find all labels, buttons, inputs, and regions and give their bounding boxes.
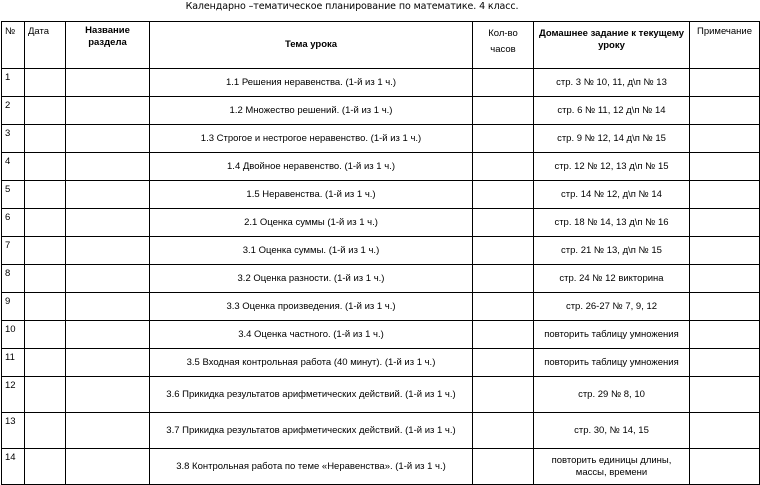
row-num: 6: [2, 209, 25, 237]
header-hours: Кол-во часов: [473, 22, 534, 69]
table-row: [2, 237, 760, 265]
row-homework: стр. 9 № 12, 14 д\п № 15: [534, 125, 690, 153]
table-row: [2, 349, 760, 377]
row-hours: [473, 349, 534, 377]
row-num: 1: [2, 69, 25, 97]
row-note: [690, 153, 760, 181]
row-topic: 3.4 Оценка частного. (1-й из 1 ч.): [150, 321, 473, 349]
row-note: [690, 125, 760, 153]
row-section: [66, 69, 150, 97]
header-section: Название раздела: [66, 22, 150, 69]
row-section: [66, 321, 150, 349]
row-topic: 1.4 Двойное неравенство. (1-й из 1 ч.): [150, 153, 473, 181]
table-row: [2, 69, 760, 97]
table-row: [2, 97, 760, 125]
row-homework: стр. 30, № 14, 15: [534, 413, 690, 449]
row-section: [66, 377, 150, 413]
table-row: [2, 293, 760, 321]
header-num: №: [2, 22, 25, 69]
row-hours: [473, 321, 534, 349]
row-num: 7: [2, 237, 25, 265]
row-date: [25, 413, 66, 449]
row-homework: стр. 6 № 11, 12 д\п № 14: [534, 97, 690, 125]
row-note: [690, 265, 760, 293]
header-date: Дата: [25, 22, 66, 69]
row-section: [66, 153, 150, 181]
row-topic: 3.2 Оценка разности. (1-й из 1 ч.): [150, 265, 473, 293]
row-note: [690, 449, 760, 485]
row-num: 8: [2, 265, 25, 293]
row-num: 11: [2, 349, 25, 377]
row-note: [690, 97, 760, 125]
row-num: 14: [2, 449, 25, 485]
row-homework: стр. 24 № 12 викторина: [534, 265, 690, 293]
row-date: [25, 377, 66, 413]
row-topic: 3.5 Входная контрольная работа (40 минут). (1-й из 1 ч.): [150, 349, 473, 377]
row-topic: 1.2 Множество решений. (1-й из 1 ч.): [150, 97, 473, 125]
row-hours: [473, 209, 534, 237]
row-section: [66, 449, 150, 485]
row-num: 2: [2, 97, 25, 125]
row-hours: [473, 181, 534, 209]
row-section: [66, 413, 150, 449]
row-note: [690, 69, 760, 97]
row-section: [66, 97, 150, 125]
row-num: 3: [2, 125, 25, 153]
table-row: [2, 125, 760, 153]
row-homework: стр. 21 № 13, д\п № 15: [534, 237, 690, 265]
row-topic: 1.3 Строгое и нестрогое неравенство. (1-й из 1 ч.): [150, 125, 473, 153]
row-date: [25, 125, 66, 153]
row-topic: 3.8 Контрольная работа по теме «Неравенства». (1-й из 1 ч.): [150, 449, 473, 485]
row-num: 5: [2, 181, 25, 209]
row-hours: [473, 97, 534, 125]
row-date: [25, 265, 66, 293]
row-num: 4: [2, 153, 25, 181]
row-section: [66, 181, 150, 209]
row-section: [66, 265, 150, 293]
row-section: [66, 237, 150, 265]
lesson-plan-table: [1, 21, 760, 485]
row-topic: 3.1 Оценка суммы. (1-й из 1 ч.): [150, 237, 473, 265]
row-homework: стр. 29 № 8, 10: [534, 377, 690, 413]
row-date: [25, 321, 66, 349]
row-hours: [473, 153, 534, 181]
row-homework: повторить единицы длины, массы, времени: [534, 449, 690, 485]
row-date: [25, 449, 66, 485]
row-homework: стр. 12 № 12, 13 д\п № 15: [534, 153, 690, 181]
row-date: [25, 97, 66, 125]
row-date: [25, 209, 66, 237]
row-homework: стр. 14 № 12, д\п № 14: [534, 181, 690, 209]
table-row: [2, 209, 760, 237]
row-date: [25, 69, 66, 97]
row-date: [25, 349, 66, 377]
table-row: [2, 449, 760, 485]
row-note: [690, 349, 760, 377]
row-hours: [473, 237, 534, 265]
row-note: [690, 181, 760, 209]
header-homework: Домашнее задание к текущему уроку: [534, 22, 690, 69]
table-row: [2, 181, 760, 209]
row-homework: повторить таблицу умножения: [534, 321, 690, 349]
row-hours: [473, 265, 534, 293]
row-date: [25, 237, 66, 265]
row-note: [690, 321, 760, 349]
table-row: [2, 413, 760, 449]
table-row: [2, 265, 760, 293]
row-section: [66, 349, 150, 377]
row-homework: стр. 26-27 № 7, 9, 12: [534, 293, 690, 321]
row-homework: стр. 18 № 14, 13 д\п № 16: [534, 209, 690, 237]
row-section: [66, 293, 150, 321]
row-hours: [473, 125, 534, 153]
row-num: 10: [2, 321, 25, 349]
row-hours: [473, 449, 534, 485]
row-note: [690, 209, 760, 237]
header-topic: Тема урока: [150, 22, 473, 69]
row-num: 13: [2, 413, 25, 449]
row-topic: 1.1 Решения неравенства. (1-й из 1 ч.): [150, 69, 473, 97]
row-note: [690, 237, 760, 265]
row-note: [690, 377, 760, 413]
row-hours: [473, 293, 534, 321]
row-topic: 2.1 Оценка суммы (1-й из 1 ч.): [150, 209, 473, 237]
row-num: 9: [2, 293, 25, 321]
header-row: [2, 22, 760, 69]
row-topic: 1.5 Неравенства. (1-й из 1 ч.): [150, 181, 473, 209]
document-title: Календарно –тематическое планирование по математике. 4 класс.: [185, 1, 519, 12]
row-hours: [473, 377, 534, 413]
row-date: [25, 181, 66, 209]
row-hours: [473, 69, 534, 97]
row-topic: 3.7 Прикидка результатов арифметических действий. (1-й из 1 ч.): [150, 413, 473, 449]
row-homework: повторить таблицу умножения: [534, 349, 690, 377]
row-hours: [473, 413, 534, 449]
row-note: [690, 413, 760, 449]
header-note: Примечание: [690, 22, 760, 69]
row-date: [25, 293, 66, 321]
row-note: [690, 293, 760, 321]
row-num: 12: [2, 377, 25, 413]
table-row: [2, 153, 760, 181]
row-section: [66, 125, 150, 153]
row-homework: стр. 3 № 10, 11, д\п № 13: [534, 69, 690, 97]
row-section: [66, 209, 150, 237]
table-row: [2, 321, 760, 349]
table-row: [2, 377, 760, 413]
row-topic: 3.6 Прикидка результатов арифметических действий. (1-й из 1 ч.): [150, 377, 473, 413]
row-date: [25, 153, 66, 181]
row-topic: 3.3 Оценка произведения. (1-й из 1 ч.): [150, 293, 473, 321]
